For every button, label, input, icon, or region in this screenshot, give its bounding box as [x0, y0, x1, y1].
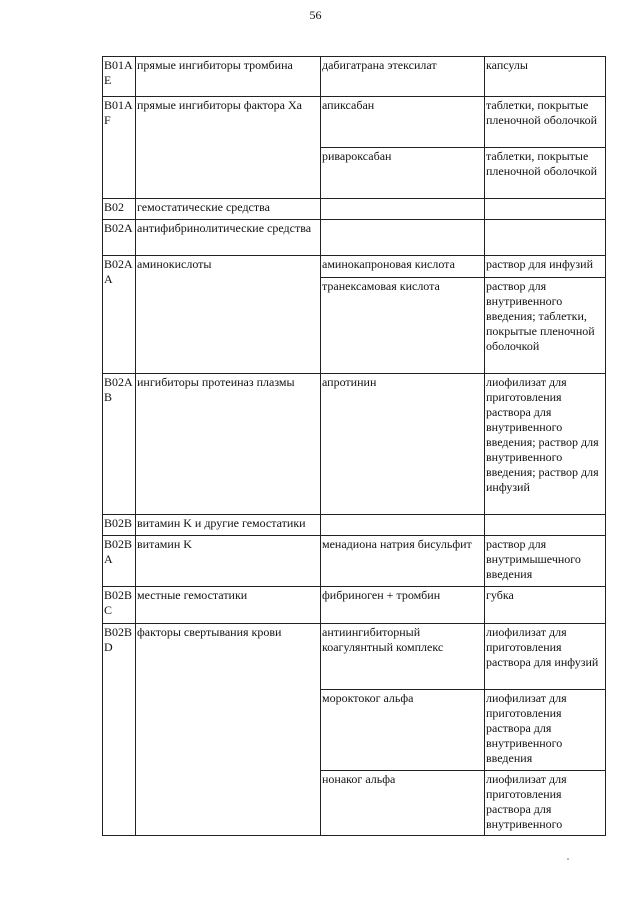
cell-inn: менадиона натрия бисульфит [321, 536, 485, 587]
cell-inn: антиингибиторный коагулянтный комплекс [321, 624, 485, 690]
cell-form: раствор для инфузий [485, 256, 606, 278]
cell-code: B02BD [103, 624, 136, 836]
table-row [103, 97, 606, 148]
cell-code: B02AB [103, 374, 136, 515]
cell-inn [321, 515, 485, 536]
cell-group: прямые ингибиторы фактора Xa [136, 97, 321, 199]
table-row [103, 220, 606, 256]
cell-form: лиофилизат для приготовления раствора для инфузий [485, 624, 606, 690]
drug-table-body [103, 57, 606, 836]
cell-group: прямые ингибиторы тромбина [136, 57, 321, 97]
table-row [103, 536, 606, 587]
cell-inn [321, 199, 485, 220]
cell-code: B01AF [103, 97, 136, 199]
drug-table [102, 56, 606, 836]
cell-group: факторы свертывания крови [136, 624, 321, 836]
cell-code: B02BA [103, 536, 136, 587]
table-row [103, 57, 606, 97]
table-row [103, 199, 606, 220]
cell-inn: ривароксабан [321, 148, 485, 199]
cell-code: B01AE [103, 57, 136, 97]
cell-form [485, 199, 606, 220]
table-row [103, 515, 606, 536]
cell-form: лиофилизат для приготовления раствора для внутривенного введения [485, 690, 606, 771]
cell-inn: апротинин [321, 374, 485, 515]
cell-form: раствор для внутривенного введения; таблетки, покрытые пленочной оболочкой [485, 278, 606, 374]
scan-speck [567, 858, 569, 860]
table-row [103, 256, 606, 278]
cell-code: B02A [103, 220, 136, 256]
cell-form: таблетки, покрытые пленочной оболочкой [485, 148, 606, 199]
table-row [103, 374, 606, 515]
cell-inn: апиксабан [321, 97, 485, 148]
cell-inn [321, 220, 485, 256]
cell-code: B02AA [103, 256, 136, 374]
cell-group: антифибринолитические средства [136, 220, 321, 256]
cell-inn: фибриноген + тромбин [321, 587, 485, 624]
cell-form [485, 220, 606, 256]
cell-form: таблетки, покрытые пленочной оболочкой [485, 97, 606, 148]
cell-form: губка [485, 587, 606, 624]
cell-form: раствор для внутримышечного введения [485, 536, 606, 587]
cell-group: витамин K и другие гемостатики [136, 515, 321, 536]
cell-code: B02BC [103, 587, 136, 624]
cell-form: лиофилизат для приготовления раствора для внутривенного [485, 771, 606, 836]
table-row [103, 587, 606, 624]
cell-code: B02B [103, 515, 136, 536]
cell-form: капсулы [485, 57, 606, 97]
cell-group: ингибиторы протеиназ плазмы [136, 374, 321, 515]
cell-form: лиофилизат для приготовления раствора для внутривенного введения; раствор для внутривенного введения; раствор для инфузий [485, 374, 606, 515]
cell-inn: мороктоког альфа [321, 690, 485, 771]
cell-inn: нонаког альфа [321, 771, 485, 836]
cell-group: гемостатические средства [136, 199, 321, 220]
cell-inn: дабигатрана этексилат [321, 57, 485, 97]
cell-form [485, 515, 606, 536]
cell-inn: транексамовая кислота [321, 278, 485, 374]
table-row [103, 624, 606, 690]
cell-inn: аминокапроновая кислота [321, 256, 485, 278]
cell-group: аминокислоты [136, 256, 321, 374]
page-number: 56 [309, 8, 322, 22]
cell-code: B02 [103, 199, 136, 220]
cell-group: витамин K [136, 536, 321, 587]
cell-group: местные гемостатики [136, 587, 321, 624]
